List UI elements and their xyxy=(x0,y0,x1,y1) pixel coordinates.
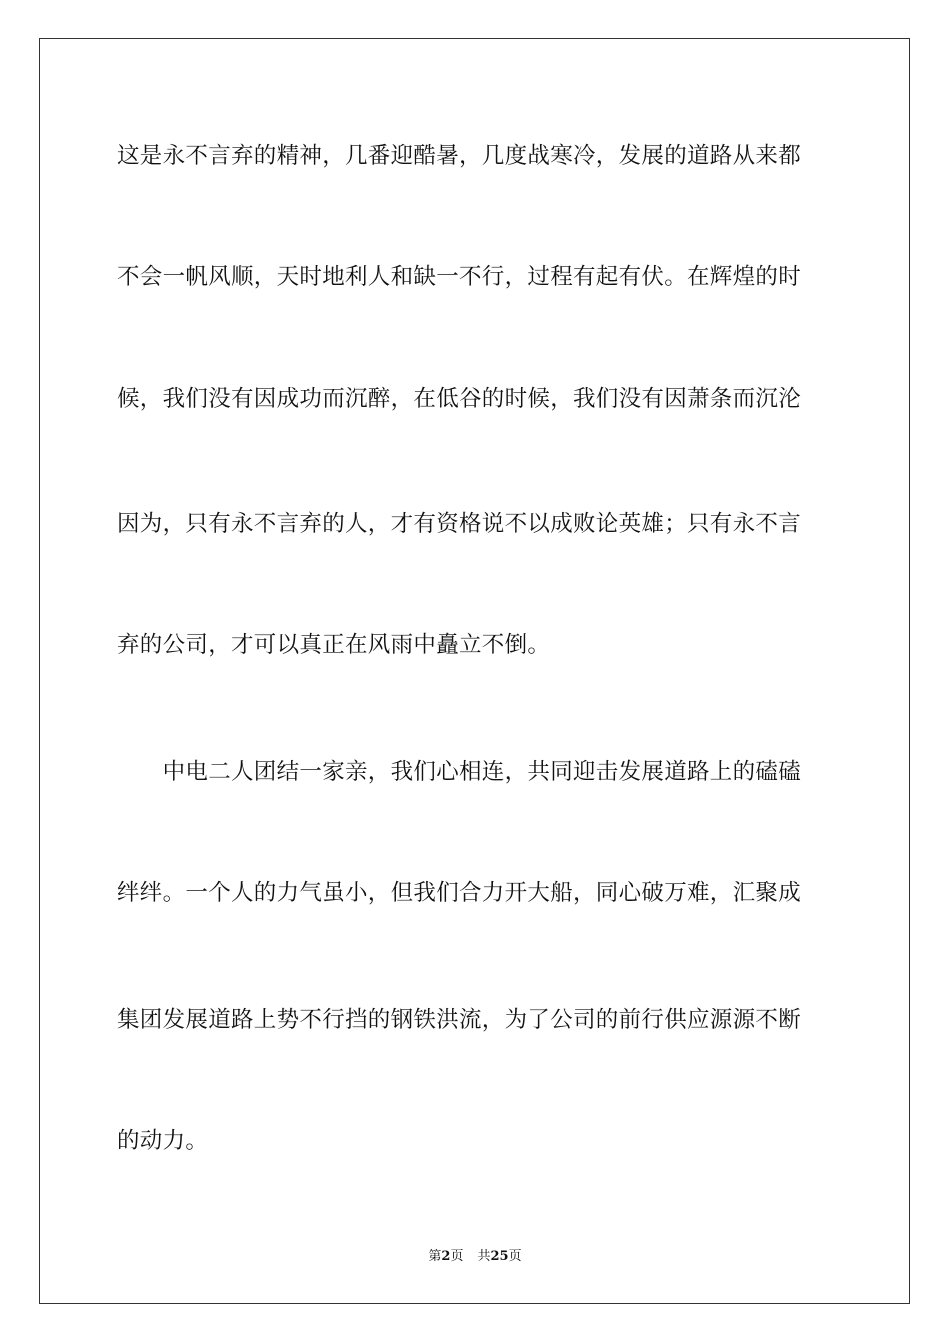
page-suffix: 页 xyxy=(450,1249,464,1264)
total-suffix: 页 xyxy=(508,1249,522,1264)
page-number: 2 xyxy=(441,1249,451,1264)
body-text-line: 因为，只有永不言弃的人，才有资格说不以成败论英雄；只有永不言 xyxy=(117,511,802,537)
body-text-line: 弃的公司，才可以真正在风雨中矗立不倒。 xyxy=(117,632,551,658)
body-text-line: 候，我们没有因成功而沉醉，在低谷的时候，我们没有因萧条而沉沦 xyxy=(117,386,802,412)
body-text-line: 这是永不言弃的精神，几番迎酷暑，几度战寒冷，发展的道路从来都 xyxy=(117,143,802,169)
page-footer xyxy=(0,1248,950,1266)
body-text-line: 中电二人团结一家亲，我们心相连，共同迎击发展道路上的磕磕 xyxy=(117,759,802,785)
body-text-line: 不会一帆风顺，天时地利人和缺一不行，过程有起有伏。在辉煌的时 xyxy=(117,264,802,290)
body-text-line: 集团发展道路上势不行挡的钢铁洪流，为了公司的前行供应源源不断 xyxy=(117,1007,802,1033)
page-prefix: 第 xyxy=(428,1249,442,1264)
total-pages: 25 xyxy=(490,1249,509,1264)
body-text-line: 的动力。 xyxy=(117,1128,209,1154)
total-prefix: 共 xyxy=(477,1249,491,1264)
body-text-line: 绊绊。一个人的力气虽小，但我们合力开大船，同心破万难，汇聚成 xyxy=(117,880,802,906)
page-border xyxy=(39,38,910,1304)
